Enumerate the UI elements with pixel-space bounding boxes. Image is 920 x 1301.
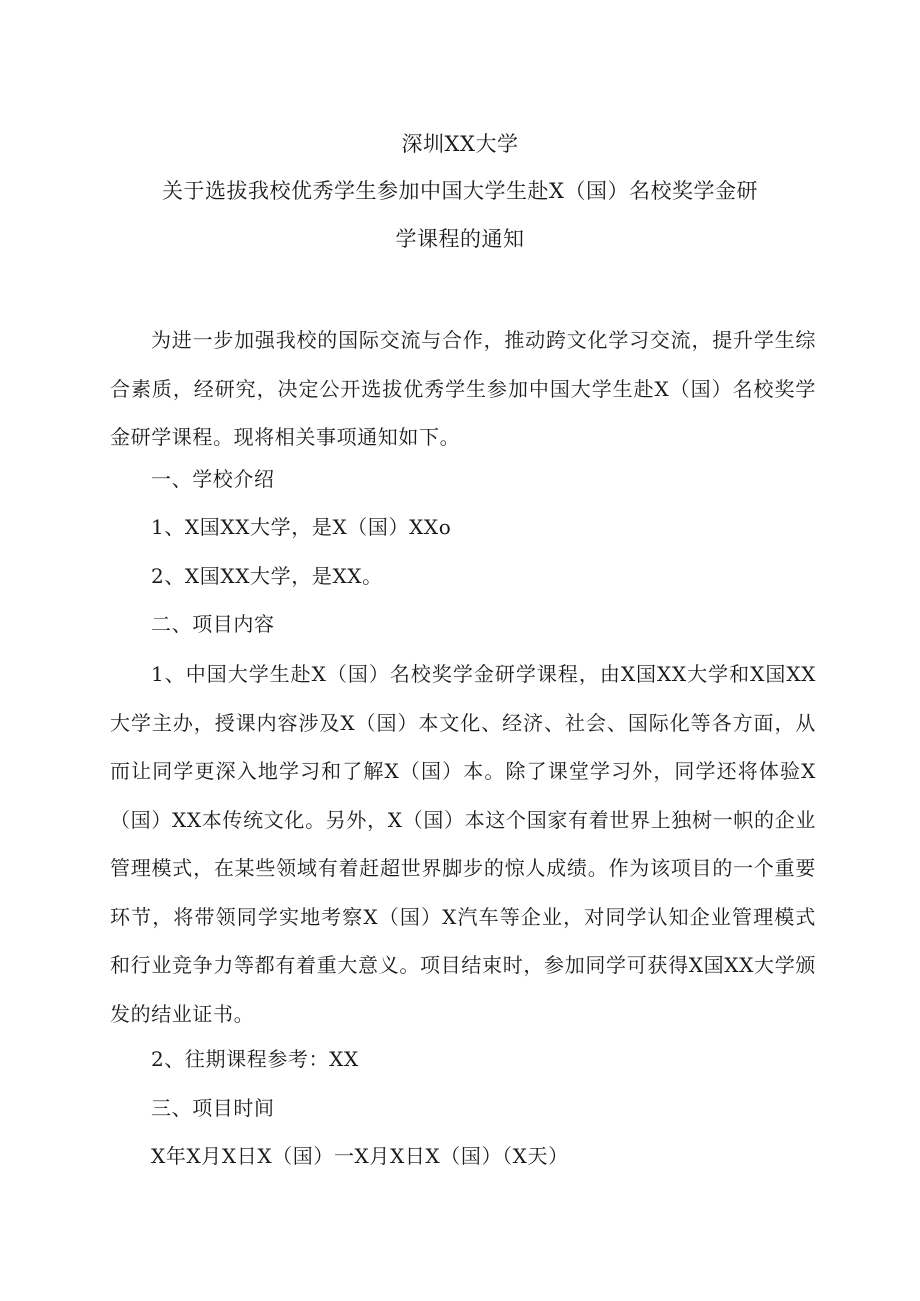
document-title-line-1: 深圳XX大学 [401, 132, 519, 156]
section-heading-project-time: 三、项目时间 [151, 1096, 275, 1120]
school-intro-item-1: 1、X国XX大学，是X（国）XXo [151, 515, 452, 539]
document-title-line-3: 学课程的通知 [395, 227, 525, 251]
section-heading-project-content: 二、项目内容 [151, 612, 275, 636]
document-title-line-2: 关于选拔我校优秀学生参加中国大学生赴X（国）名校奖学金研 [162, 179, 758, 203]
project-time-text: X年X月X日X（国）一X月X日X（国）（X天） [151, 1144, 569, 1168]
section-heading-school-intro: 一、学校介绍 [151, 467, 275, 491]
intro-paragraph: 为进一步加强我校的国际交流与合作，推动跨文化学习交流，提升学生综合素质，经研究，决定公开选拔优秀学生参加中国大学生赴X（国）名校奖学金研学课程。现将相关事项通知如下。 [110, 328, 816, 449]
school-intro-item-2: 2、X国XX大学，是XX。 [151, 564, 383, 588]
project-content-paragraph: 1、中国大学生赴X（国）名校奖学金研学课程，由X国XX大学和X国XX大学主办，授课内容涉及X（国）本文化、经济、社会、国际化等各方面，从而让同学更深入地学习和了解X（国）本。除了课堂学习外，同学还将体验X（国）XX本传统文化。另外，X（国）本这个国家有着世界上独树一帜的企业管理模式，在某些领域有着赶超世界脚步的惊人成绩。作为该项目的一个重要环节，将带领同学实地考察X（国）X汽车等企业，对同学认知企业管理模式和行业竞争力等都有着重大意义。项目结束时，参加同学可获得X国XX大学颁发的结业证书。 [110, 662, 816, 1026]
past-courses-reference: 2、往期课程参考：XX [151, 1047, 359, 1071]
